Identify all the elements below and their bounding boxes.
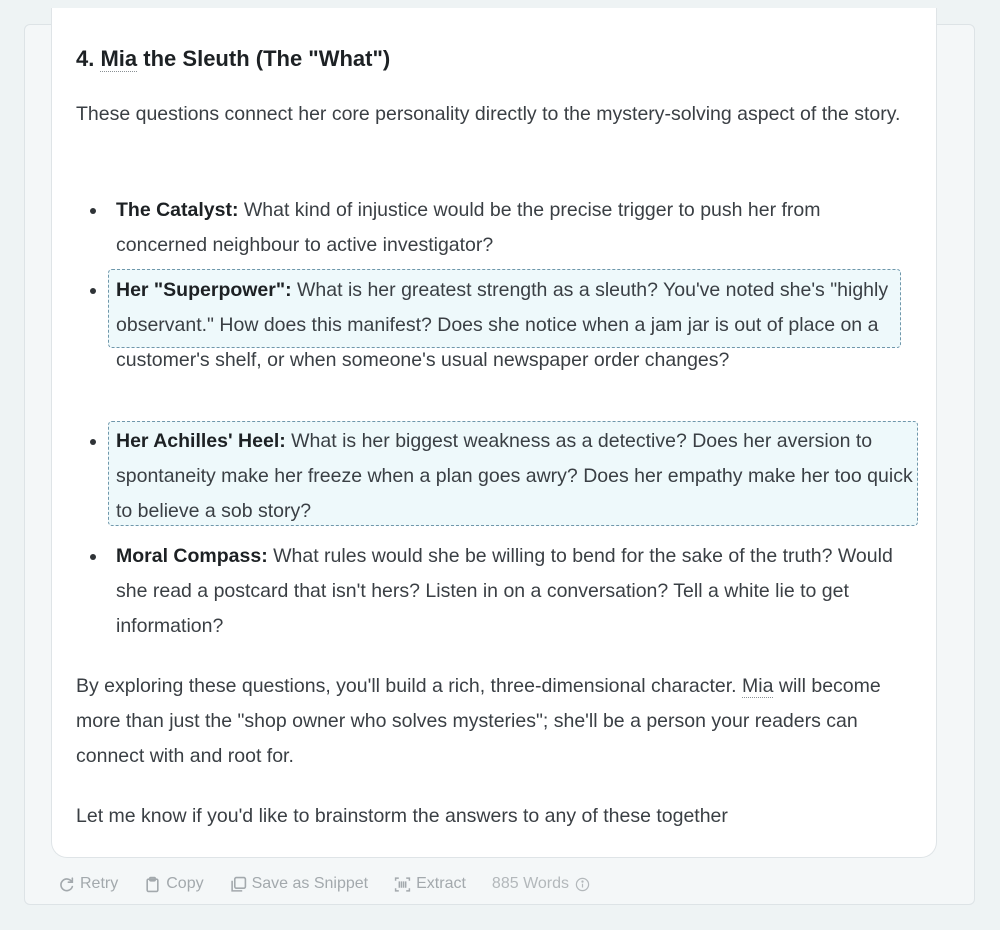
retry-label: Retry: [80, 875, 119, 892]
retry-button[interactable]: [58, 875, 118, 893]
closing-text-1: By exploring these questions, you'll build a rich, three-dimensional character.: [76, 675, 737, 697]
item-text: What kind of injustice would be the precise trigger to push her from concerned neighbour to active investigator?: [116, 199, 821, 256]
item-title: The Catalyst:: [116, 199, 239, 221]
snippet-label: Save as Snippet: [251, 875, 369, 892]
extract-label: Extract: [416, 875, 466, 892]
item-title: Her "Superpower":: [116, 279, 292, 301]
intro-paragraph: These questions connect her core personality directly to the mystery-solving aspect of the story.: [76, 103, 901, 125]
snippet-icon: [230, 876, 247, 893]
info-icon[interactable]: [575, 877, 590, 892]
list-item: [116, 539, 914, 644]
word-count-label: 885 Words: [491, 875, 569, 892]
heading-rest: the Sleuth (The "What"): [143, 46, 391, 71]
heading-name-entity[interactable]: Mia: [100, 46, 138, 71]
clipboard-icon: [144, 876, 161, 893]
copy-button[interactable]: [144, 875, 203, 893]
item-text: What is her biggest weakness as a detective? Does her aversion to spontaneity make her freeze when a plan goes awry? Does her empathy make her too quick to believe a sob story?: [116, 430, 913, 522]
list-item: [116, 193, 914, 263]
word-count: [492, 875, 590, 893]
item-title: Her Achilles' Heel:: [116, 430, 286, 452]
section-heading: [76, 46, 390, 72]
list-item: [116, 273, 914, 378]
message-toolbar: [58, 872, 590, 896]
list-item: [116, 424, 914, 529]
barcode-scan-icon: [394, 876, 411, 893]
closing-name-entity[interactable]: Mia: [742, 675, 774, 697]
final-line: Let me know if you'd like to brainstorm the answers to any of these together: [76, 805, 728, 827]
copy-label: Copy: [166, 875, 204, 892]
closing-text-2: will become more than just the "shop owner who solves mysteries"; she'll be a person your readers can connect with and root for.: [76, 675, 881, 767]
item-text: What is her greatest strength as a sleuth? You've noted she's "highly observant." How does this manifest? Does she notice when a jam jar is out of place on a customer's shelf, or when someone's usual newspaper order changes?: [116, 279, 889, 371]
closing-paragraph: [76, 669, 914, 774]
item-title: Moral Compass:: [116, 545, 268, 567]
item-text: What rules would she be willing to bend for the sake of the truth? Would she read a postcard that isn't hers? Listen in on a conversation? Tell a white lie to get information?: [116, 545, 893, 637]
extract-button[interactable]: [394, 875, 466, 893]
assistant-message-card: [51, 8, 937, 858]
retry-icon: [58, 876, 75, 893]
heading-number: 4.: [76, 46, 95, 71]
save-snippet-button[interactable]: [230, 875, 369, 893]
